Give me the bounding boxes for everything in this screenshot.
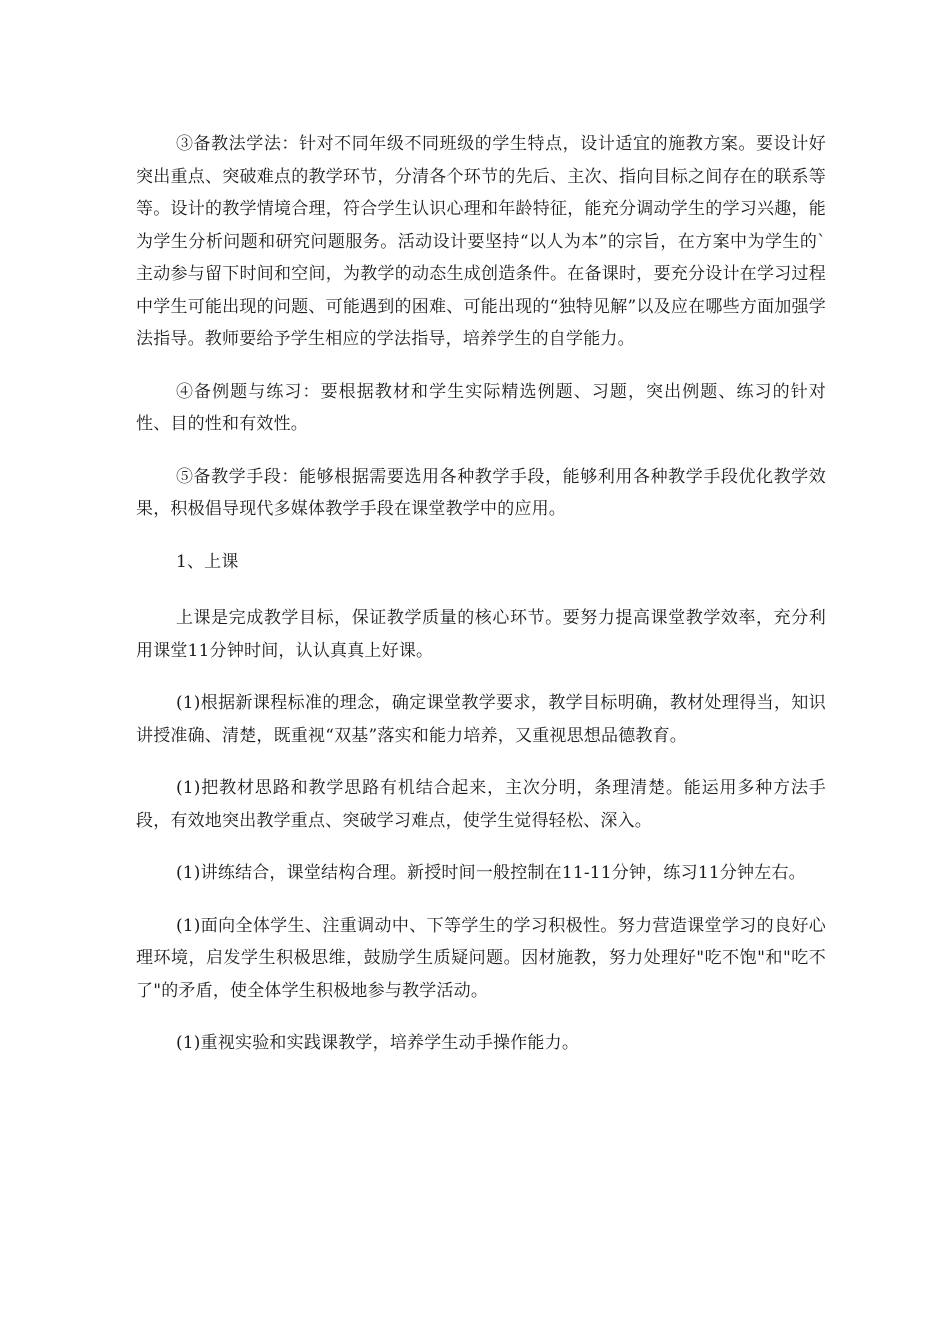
document-body [136, 128, 826, 1080]
paragraph-teaching-tools: ⑤备教学手段：能够根据需要选用各种教学手段，能够利用各种教学手段优化教学效果，积极倡导现代多媒体教学手段在课堂教学中的应用。 [136, 466, 826, 519]
paragraph-item-curriculum: (1)根据新课程标准的理念，确定课堂教学要求，教学目标明确，教材处理得当，知识讲授准确、清楚，既重视“双基”落实和能力培养，又重视思想品德教育。 [136, 693, 826, 746]
paragraph-item-all-students: (1)面向全体学生、注重调动中、下等学生的学习积极性。努力营造课堂学习的良好心理环境，启发学生积极思维，鼓励学生质疑问题。因材施教，努力处理好"吃不饱"和"吃不了"的矛盾，使全体学生积极地参与教学活动。 [136, 915, 826, 1001]
paragraph-item-practice: (1)讲练结合，课堂结构合理。新授时间一般控制在11-11分钟，练习11分钟左右。 [175, 863, 806, 883]
paragraph-teaching-methods: ③备教法学法：针对不同年级不同班级的学生特点，设计适宜的施教方案。要设计好突出重点、突破难点的教学环节，分清各个环节的先后、主次、指向目标之间存在的联系等等。设计的教学情境合理，符合学生认识心理和年龄特征，能充分调动学生的学习兴趣，能为学生分析问题和研究问题服务。活动设计要坚持“以人为本”的宗旨，在方案中为学生的`主动参与留下时间和空间，为教学的动态生成创造条件。在备课时，要充分设计在学习过程中学生可能出现的问题、可能遇到的困难、可能出现的“独特见解”以及应在哪些方面加强学法指导。教师要给予学生相应的学法指导，培养学生的自学能力。 [136, 134, 826, 349]
paragraph-class-intro: 上课是完成教学目标，保证教学质量的核心环节。要努力提高课堂教学效率，充分利用课堂11分钟时间，认认真真上好课。 [136, 608, 826, 661]
paragraph-item-structure: (1)把教材思路和教学思路有机结合起来，主次分明，条理清楚。能运用多种方法手段，有效地突出教学重点、突破学习难点，使学生觉得轻松、深入。 [136, 778, 826, 831]
paragraph-item-experiments: (1)重视实验和实践课教学，培养学生动手操作能力。 [175, 1033, 580, 1053]
paragraph-examples-exercises: ④备例题与练习：要根据教材和学生实际精选例题、习题，突出例题、练习的针对性、目的性和有效性。 [136, 381, 826, 434]
section-heading-class: 1、上课 [175, 551, 239, 572]
